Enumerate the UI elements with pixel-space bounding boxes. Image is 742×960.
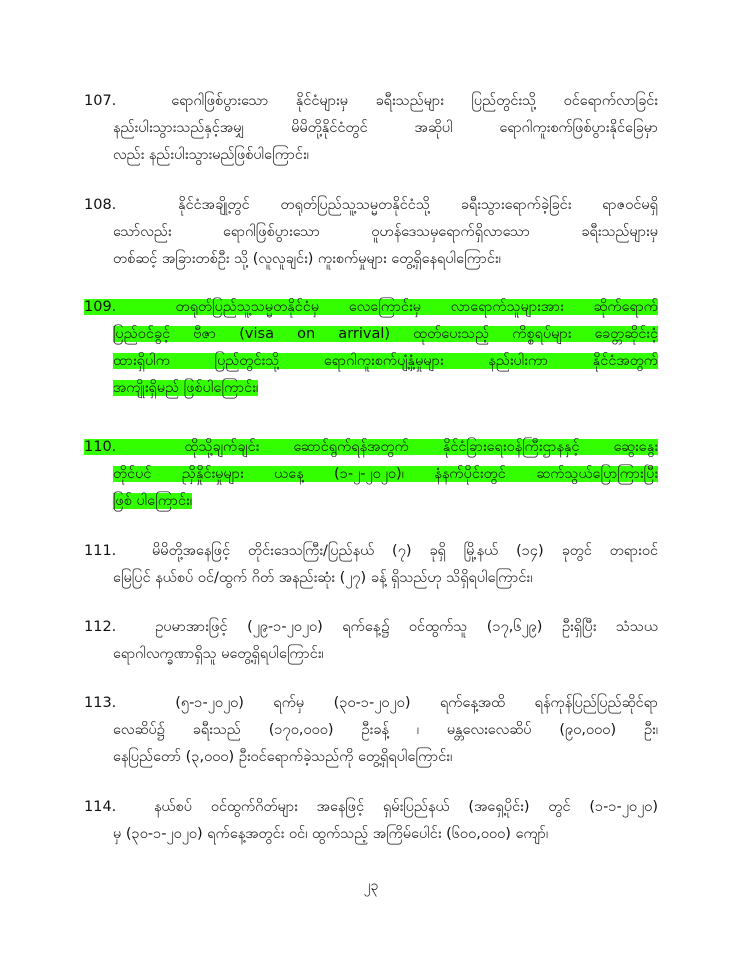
- paragraph-line: နည်းပါးသွားသည်နှင့်အမျှ မိမိတို့နိုင်ငံတွင် အဆိုပါ ရောဂါကူးစက်ဖြစ်ပွားနိုင်ခြေမှာ: [113, 120, 658, 136]
- paragraph-line: နယ်စပ် ဝင်ထွက်ဂိတ်များ အနေဖြင့် ရှမ်းပြည်နယ် (အရှေ့ပိုင်း) တွင် (၁-၁-၂၀၂၀): [153, 799, 658, 815]
- paragraph-line: တိုင်ပင် ညှိနှိုင်းမှုများ ယနေ့ (၁-၂-၂၀၂၀)၊ နံနက်ပိုင်းတွင် ဆက်သွယ်ပြောကြားပြီး: [113, 466, 658, 482]
- paragraph-number: 113.: [84, 695, 117, 711]
- paragraph-line: တစ်ဆင့် အခြားတစ်ဦး သို့ (လူလူချင်း) ကူးစက်မှုများ တွေ့ရှိနေရပါကြောင်း၊: [113, 251, 501, 267]
- paragraph-number: 107.: [84, 93, 117, 109]
- paragraph-number: 110.: [84, 439, 117, 455]
- paragraph-number: 114.: [84, 799, 117, 815]
- paragraph-line: မှ (၃၀-၁-၂၀၂၀) ရက်နေ့အတွင်း ဝင်၊ ထွက်သည့် အကြိမ်ပေါင်း (၆၀၀,၀၀၀) ကျော်၊: [113, 826, 549, 842]
- paragraph-line: နိုင်ငံအချို့တွင် တရုတ်ပြည်သူ့သမ္မတနိုင်ငံသို့ ခရီးသွားရောက်ခဲ့ခြင်း ရာဇဝင်မရှိ: [178, 197, 658, 213]
- paragraph-number: 112.: [84, 619, 117, 635]
- paragraph-line: ထားရှိပါက ပြည်တွင်းသို့ ရောဂါကူးစက်ပျံ့နှံ့မှုများ နည်းပါးကာ နိုင်ငံအတွက်: [113, 353, 658, 369]
- paragraph-line: မိမိတို့အနေဖြင့် တိုင်းဒေသကြီး/ပြည်နယ် (၇) ခုရှိ မြို့နယ် (၁၄) ခုတွင် တရားဝင်: [152, 543, 658, 559]
- paragraph-line: လေဆိပ်၌ ခရီးသည် (၁၇၀,၀၀၀) ဦးခန့် ၊ မန္တလေးလေဆိပ် (၉၀,၀၀၀) ဦး၊: [113, 722, 658, 738]
- paragraph-line: (၅-၁-၂၀၂၀) ရက်မှ (၃၀-၁-၂၀၂၀) ရက်နေ့အထိ ရန်ကုန်ပြည်ပြည်ဆိုင်ရာ: [175, 695, 658, 711]
- paragraph-line: နေပြည်တော် (၃,၀၀၀) ဦးဝင်ရောက်ခဲ့သည်ကို တွေ့ရှိရပါကြောင်း၊: [113, 749, 453, 765]
- paragraph-line: ပြည်ဝင်ခွင့် ဗီဇာ (visa on arrival) ထုတ်ပေးသည့် ကိစ္စရပ်များ ခေတ္တဆိုင်းငံ့: [113, 326, 658, 342]
- paragraph-number: 108.: [84, 197, 117, 213]
- paragraph-112: [84, 614, 658, 668]
- paragraph-line: ဥပမာအားဖြင့် (၂၉-၁-၂၀၂၀) ရက်နေ့၌ ဝင်ထွက်သူ (၁၇,၆၂၉) ဦးရှိပြီး သံသယ: [155, 619, 658, 635]
- page-number: ၂၃: [363, 878, 379, 894]
- paragraph-114: [84, 794, 658, 848]
- paragraph-113: [84, 690, 658, 771]
- paragraph-line: ရောဂါလက္ခဏာရှိသူ မတွေ့ရှိရပါကြောင်း၊: [113, 646, 324, 662]
- paragraph-110-highlighted: [84, 434, 658, 515]
- paragraph-line: တရုတ်ပြည်သူ့သမ္မတနိုင်ငံမှ လေကြောင်းမှ လာရောက်သူများအား ဆိုက်ရောက်: [175, 299, 658, 315]
- paragraph-109-highlighted: [84, 294, 658, 402]
- paragraph-line: မြေပြင် နယ်စပ် ဝင်/ထွက် ဂိတ် အနည်းဆုံး (၂၇) ခန့် ရှိသည်ဟု သိရှိရပါကြောင်း၊: [113, 570, 533, 586]
- paragraph-line: လည်း နည်းပါးသွားမည်ဖြစ်ပါကြောင်း၊: [113, 147, 309, 163]
- paragraph-line: ထိုသို့ချက်ချင်း ဆောင်ရွက်ရန်အတွက် နိုင်ငံခြားရေးဝန်ကြီးဌာနနှင့် ဆွေးနွေး: [184, 439, 658, 455]
- paragraph-number: 111.: [84, 543, 117, 559]
- paragraph-number: 109.: [84, 299, 117, 315]
- paragraph-line: သော်လည်း ရောဂါဖြစ်ပွားသော ဝူဟန်ဒေသမှရောက်ရှိလာသော ခရီးသည်များမှ: [113, 224, 658, 240]
- paragraph-108: [84, 192, 658, 273]
- paragraph-line: ရောဂါဖြစ်ပွားသော နိုင်ငံများမှ ခရီးသည်များ ပြည်တွင်းသို့ ဝင်ရောက်လာခြင်း: [171, 93, 658, 109]
- paragraph-107: [84, 88, 658, 169]
- paragraph-111: [84, 538, 658, 592]
- paragraph-line: ဖြစ် ပါကြောင်း၊: [113, 493, 193, 509]
- paragraph-line: အကျိုးရှိမည် ဖြစ်ပါကြောင်း၊: [113, 380, 259, 396]
